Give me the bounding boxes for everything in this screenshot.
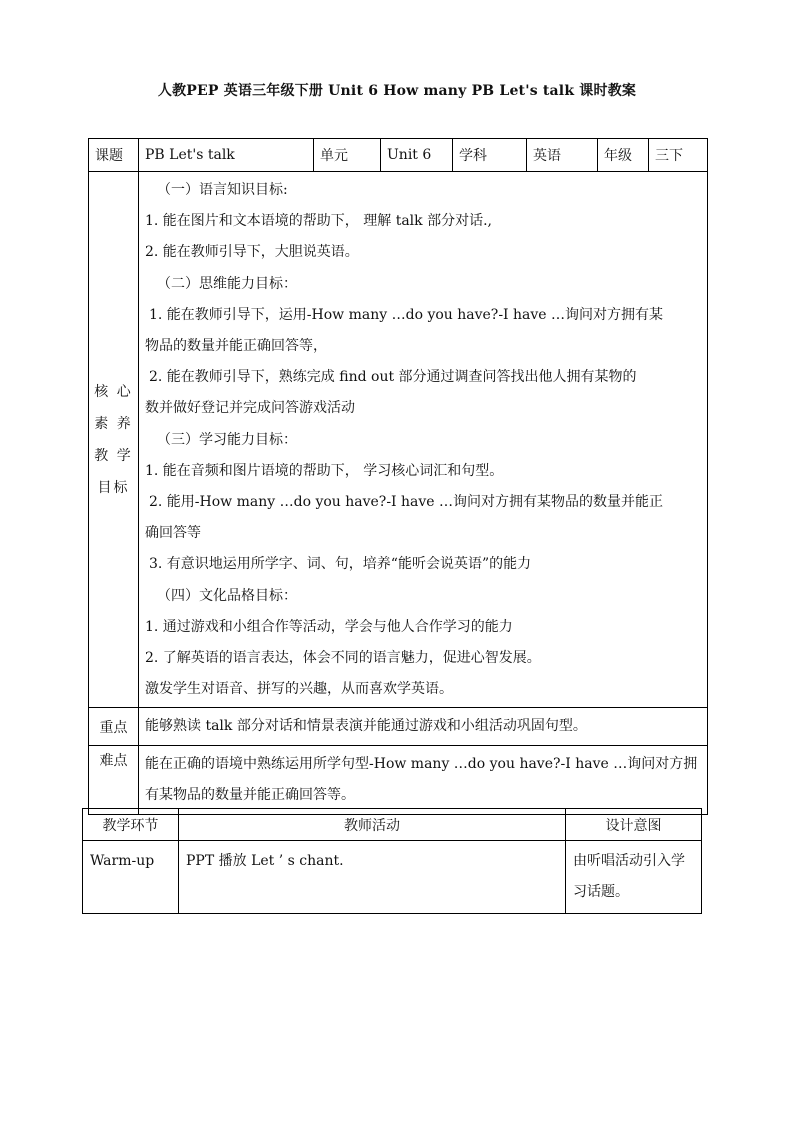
goal-line: 3. 有意识地运用所学字、词、句，培养“能听会说英语”的能力 — [149, 556, 532, 573]
header-activity: 教师活动 — [179, 809, 566, 841]
core-goals-label — [89, 172, 139, 708]
goal-line: 物品的数量并能正确回答等， — [145, 338, 327, 355]
grade-value: 三下 — [649, 139, 708, 172]
subject-label: 学科 — [453, 139, 527, 172]
goal-line: 2. 能在教师引导下，大胆说英语。 — [145, 244, 359, 261]
core-goals-label-line: 核 心 — [94, 383, 133, 400]
topic-label: 课题 — [89, 139, 139, 172]
table-row — [83, 841, 702, 914]
core-goals-content — [139, 172, 708, 708]
core-goals-label-line: 教 学 — [94, 447, 133, 464]
goal-line: 2. 能在教师引导下，熟练完成 find out 部分通过调查问答找出他人拥有某物的 — [149, 369, 637, 386]
goal-line: 1. 能在图片和文本语境的帮助下， 理解 talk 部分对话., — [145, 213, 492, 230]
process-header-row — [83, 809, 702, 841]
intent-cell: 由听唱活动引入学习话题。 — [566, 841, 702, 914]
header-stage: 教学环节 — [83, 809, 179, 841]
goal-line: 激发学生对语音、拼写的兴趣，从而喜欢学英语。 — [145, 681, 453, 698]
key-point-row — [89, 708, 708, 746]
document-title: 人教PEP 英语三年级下册 Unit 6 How many PB Let's talk 课时教案 — [157, 83, 637, 99]
goal-heading: （二）思维能力目标： — [157, 275, 297, 292]
header-intent: 设计意图 — [566, 809, 702, 841]
lesson-info-table — [88, 138, 708, 815]
key-point-label: 重点 — [89, 708, 139, 746]
goal-line: 1. 能在音频和图片语境的帮助下， 学习核心词汇和句型。 — [145, 462, 504, 479]
core-goals-label-line: 素 养 — [94, 415, 133, 432]
key-point-text: 能够熟读 talk 部分对话和情景表演并能通过游戏和小组活动巩固句型。 — [139, 708, 708, 746]
goal-line: 确回答等 — [145, 525, 201, 542]
difficulty-label: 难点 — [89, 746, 139, 815]
topic-value: PB Let's talk — [139, 139, 314, 172]
info-row — [89, 139, 708, 172]
core-goals-label-line: 目标 — [97, 479, 130, 496]
goal-line: 1. 通过游戏和小组合作等活动，学会与他人合作学习的能力 — [145, 618, 513, 635]
unit-label: 单元 — [314, 139, 381, 172]
difficulty-row — [89, 746, 708, 815]
goal-line: 1. 能在教师引导下，运用-How many …do you have?-I have …询问对方拥有某 — [149, 306, 664, 323]
goal-heading: （一）语言知识目标: — [157, 182, 288, 198]
teaching-process-table — [82, 808, 702, 914]
goal-line: 数并做好登记并完成问答游戏活动 — [145, 400, 355, 417]
difficulty-text: 能在正确的语境中熟练运用所学句型-How many …do you have?-I have …询问对方拥有某物品的数量并能正确回答等。 — [139, 746, 708, 815]
subject-value: 英语 — [527, 139, 598, 172]
core-goals-row — [89, 172, 708, 708]
goal-line: 2. 了解英语的语言表达，体会不同的语言魅力，促进心智发展。 — [145, 650, 541, 667]
goal-line: 2. 能用-How many …do you have?-I have …询问对方拥有某物品的数量并能正 — [149, 494, 664, 511]
grade-label: 年级 — [598, 139, 649, 172]
unit-value: Unit 6 — [381, 139, 453, 172]
activity-cell: PPT 播放 Let ’ s chant. — [179, 841, 566, 914]
goal-heading: （三）学习能力目标： — [157, 431, 297, 448]
goal-heading: （四）文化品格目标： — [157, 587, 297, 604]
stage-cell: Warm-up — [83, 841, 179, 914]
